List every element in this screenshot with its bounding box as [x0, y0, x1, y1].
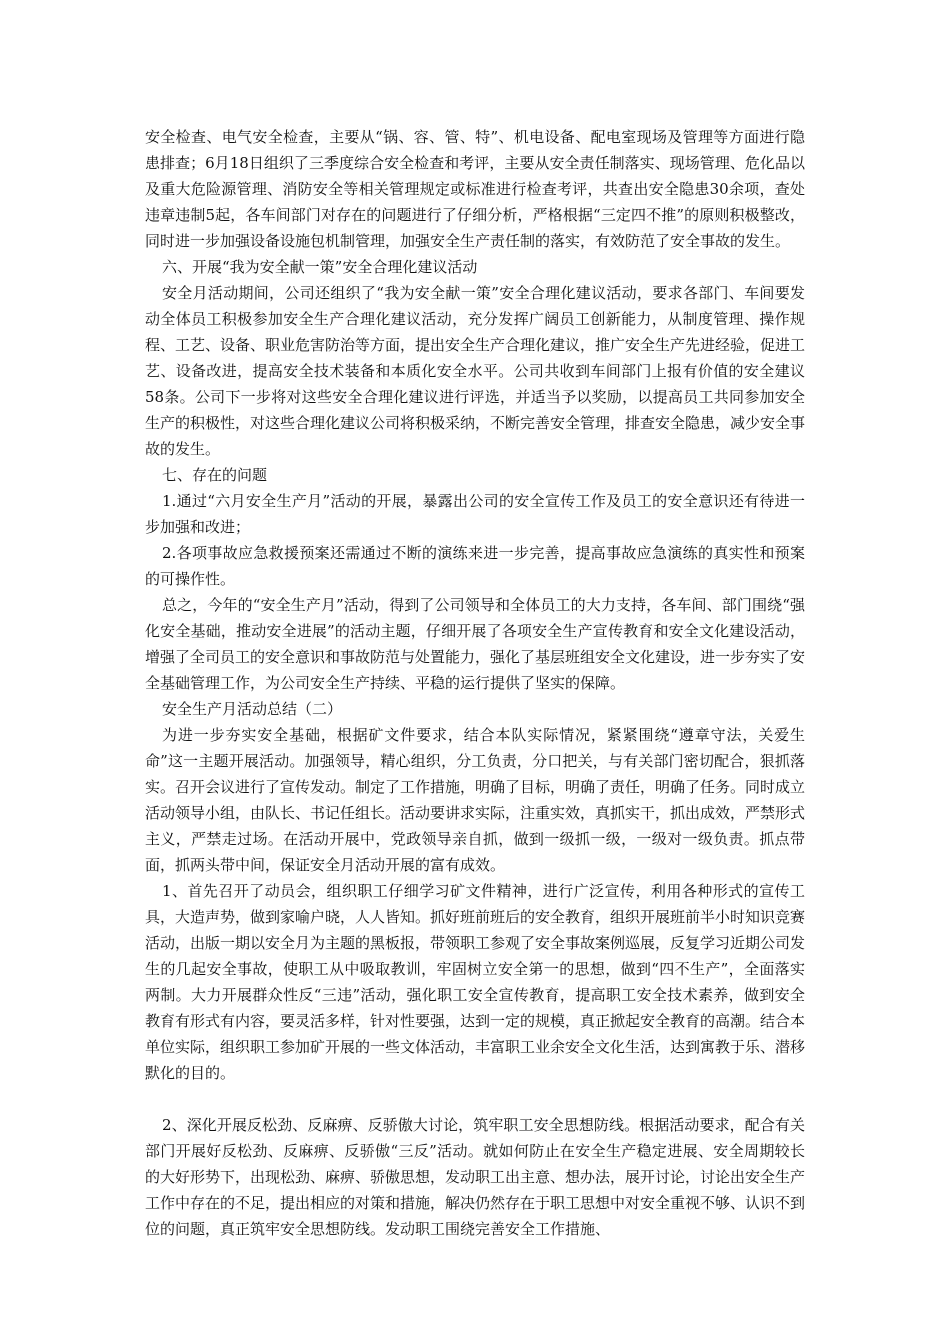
section-heading-seven: 七、存在的问题: [162, 466, 268, 484]
paragraph-inspection: 安全检查、电气安全检查，主要从“锅、容、管、特”、机电设备、配电室现场及管理等方面进行隐患排查；6月18日组织了三季度综合安全检查和考评，主要从安全责任制落实、现场管理、危化品以及重大危险源管理、消防安全等相关管理规定或标准进行检查考评，共查出安全隐患30余项，查处违章违制5起，各车间部门对存在的问题进行了仔细分析，严格根据“三定四不推”的原则积极整改，同时进一步加强设备设施包机制管理，加强安全生产责任制的落实，有效防范了安全事故的发生。: [145, 128, 805, 250]
document-subtitle: 安全生产月活动总结（二）: [162, 700, 343, 718]
problem-item-2: 2.各项事故应急救援预案还需通过不断的演练来进一步完善，提高事故应急演练的真实性和预案的可操作性。: [145, 544, 805, 588]
problem-item-1: 1.通过“六月安全生产月”活动的开展，暴露出公司的安全宣传工作及员工的安全意识还有待进一步加强和改进；: [145, 492, 805, 536]
paragraph-item-2: 2、深化开展反松劲、反麻痹、反骄傲大讨论，筑牢职工安全思想防线。根据活动要求，配合有关部门开展好反松劲、反麻痹、反骄傲“三反”活动。就如何防止在安全生产稳定进展、安全周期较长的大好形势下，出现松劲、麻痹、骄傲思想，发动职工出主意、想办法，展开讨论，讨论出安全生产工作中存在的不足，提出相应的对策和措施，解决仍然存在于职工思想中对安全重视不够、认识不到位的问题，真正筑牢安全思想防线。发动职工围绕完善安全工作措施、: [145, 1116, 806, 1238]
paragraph-intro-two: 为进一步夯实安全基础，根据矿文件要求，结合本队实际情况，紧紧围绕“遵章守法，关爱生命”这一主题开展活动。加强领导，精心组织，分工负责，分口把关，与有关部门密切配合，狠抓落实。召开会议进行了宣传发动。制定了工作措施，明确了目标，明确了责任，明确了任务。同时成立活动领导小组，由队长、书记任组长。活动要讲求实际，注重实效，真抓实干，抓出成效，严禁形式主义，严禁走过场。在活动开展中，党政领导亲自抓，做到一级抓一级，一级对一级负责。抓点带面，抓两头带中间，保证安全月活动开展的富有成效。: [145, 726, 806, 874]
paragraph-item-1: 1、首先召开了动员会，组织职工仔细学习矿文件精神，进行广泛宣传，利用各种形式的宣传工具，大造声势，做到家喻户晓，人人皆知。抓好班前班后的安全教育，组织开展班前半小时知识竞赛活动，出版一期以安全月为主题的黑板报，带领职工参观了安全事故案例巡展，反复学习近期公司发生的几起安全事故，使职工从中吸取教训，牢固树立安全第一的思想，做到“四不生产”，全面落实两制。大力开展群众性反“三违”活动，强化职工安全宣传教育，提高职工安全技术素养，做到安全教育有形式有内容，要灵活多样，针对性要强，达到一定的规模，真正掀起安全教育的高潮。结合本单位实际，组织职工参加矿开展的一些文体活动，丰富职工业余安全文化生活，达到寓教于乐、潜移默化的目的。: [145, 882, 806, 1082]
section-heading-six: 六、开展“我为安全献一策”安全合理化建议活动: [162, 258, 478, 276]
paragraph-suggestions: 安全月活动期间，公司还组织了“我为安全献一策”安全合理化建议活动，要求各部门、车间要发动全体员工积极参加安全生产合理化建议活动，充分发挥广阔员工创新能力，从制度管理、操作规程、工艺、设备、职业危害防治等方面，提出安全生产合理化建议，推广安全生产先进经验，促进工艺、设备改进，提高安全技术装备和本质化安全水平。公司共收到车间部门上报有价值的安全建议 58条。公司下一步将对这些安全合理化建议进行评选，并适当予以奖励，以提高员工共同参加安全生产的积极性，对这些合理化建议公司将积极采纳，不断完善安全管理，排查安全隐患，减少安全事故的发生。: [145, 284, 806, 458]
paragraph-conclusion: 总之，今年的“安全生产月”活动，得到了公司领导和全体员工的大力支持，各车间、部门围绕“强化安全基础，推动安全进展”的活动主题，仔细开展了各项安全生产宣传教育和安全文化建设活动，增强了全司员工的安全意识和事故防范与处置能力，强化了基层班组安全文化建设，进一步夯实了安全基础管理工作，为公司安全生产持续、平稳的运行提供了坚实的保障。: [145, 596, 806, 692]
document-page: [145, 124, 805, 1242]
